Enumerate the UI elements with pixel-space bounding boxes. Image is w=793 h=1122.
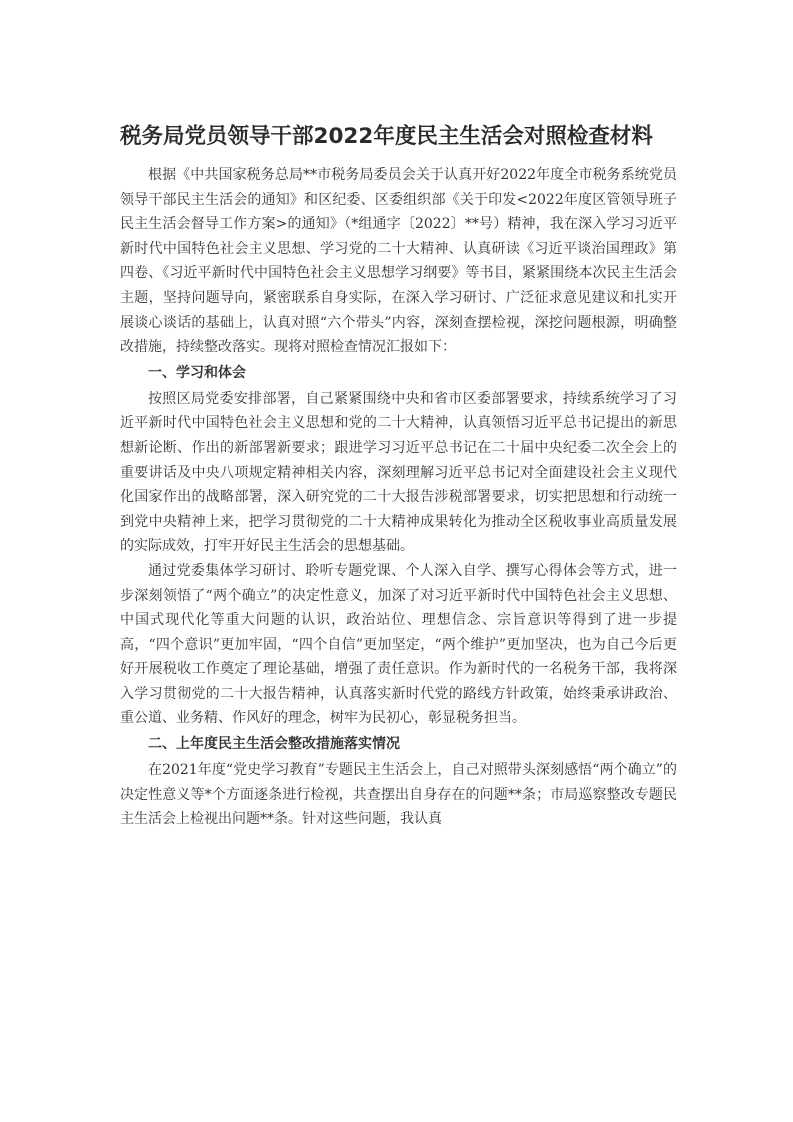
intro-paragraph: 根据《中共国家税务总局**市税务局委员会关于认真开好2022年度全市税务系统党员领导干部民主生活会的通知》和区纪委、区委组织部《关于印发<2022年度区管领导班子民主生活会督导工作方案>的通知》（*组通字〔2022〕**号）精神，我在深入学习习近平新时代中国特色社会主义思想、学习党的二十大精神、认真研读《习近平谈治国理政》第四卷、《习近平新时代中国特色社会主义思想学习纲要》等书目，紧紧围绕本次民主生活会主题，坚持问题导向，紧密联系自身实际，在深入学习研讨、广泛征求意见建议和扎实开展谈心谈话的基础上，认真对照“六个带头”内容，深刻查摆检视，深挖问题根源，明确整改措施，持续整改落实。现将对照检查情况汇报如下： xyxy=(120,167,677,356)
section-1-paragraph-2: 通过党委集体学习研讨、聆听专题党课、个人深入自学、撰写心得体会等方式，进一步深刻领悟了“两个确立”的决定性意义，加深了对习近平新时代中国特色社会主义思想、中国式现代化等重大问题的认识，政治站位、理想信念、宗旨意识等得到了进一步提高，“四个意识”更加牢固，“四个自信”更加坚定，“两个维护”更加坚决，也为自己今后更好开展税收工作奠定了理论基础，增强了责任意识。作为新时代的一名税务干部，我将深入学习贯彻党的二十大报告精神，认真落实新时代党的路线方针政策，始终秉承讲政治、重公道、业务精、作风好的理念，树牢为民初心，彰显税务担当。 xyxy=(120,562,677,727)
section-1-heading: 一、学习和体会 xyxy=(148,364,246,381)
section-2-heading: 二、上年度民主生活会整改措施落实情况 xyxy=(148,736,400,753)
section-1-paragraph-1: 按照区局党委安排部署，自己紧紧围绕中央和省市区委部署要求，持续系统学习了习近平新时代中国特色社会主义思想和党的二十大精神，认真领悟习近平总书记提出的新思想新论断、作出的新部署新要求；跟进学习习近平总书记在二十届中央纪委二次全会上的重要讲话及中央八项规定精神相关内容，深刻理解习近平总书记对全面建设社会主义现代化国家作出的战略部署，深入研究党的二十大报告涉税部署要求，切实把思想和行动统一到党中央精神上来，把学习贯彻党的二十大精神成果转化为推动全区税收事业高质量发展的实际成效，打牢开好民主生活会的思想基础。 xyxy=(120,390,677,555)
document-title: 税务局党员领导干部2022年度民主生活会对照检查材料 xyxy=(120,124,653,149)
section-2-paragraph-1: 在2021年度“党史学习教育”专题民主生活会上，自己对照带头深刻感悟“两个确立”的决定性意义等*个方面逐条进行检视，共查摆出自身存在的问题**条；市局巡察整改专题民主生活会上检视出问题**条。针对这些问题，我认真 xyxy=(120,762,677,828)
